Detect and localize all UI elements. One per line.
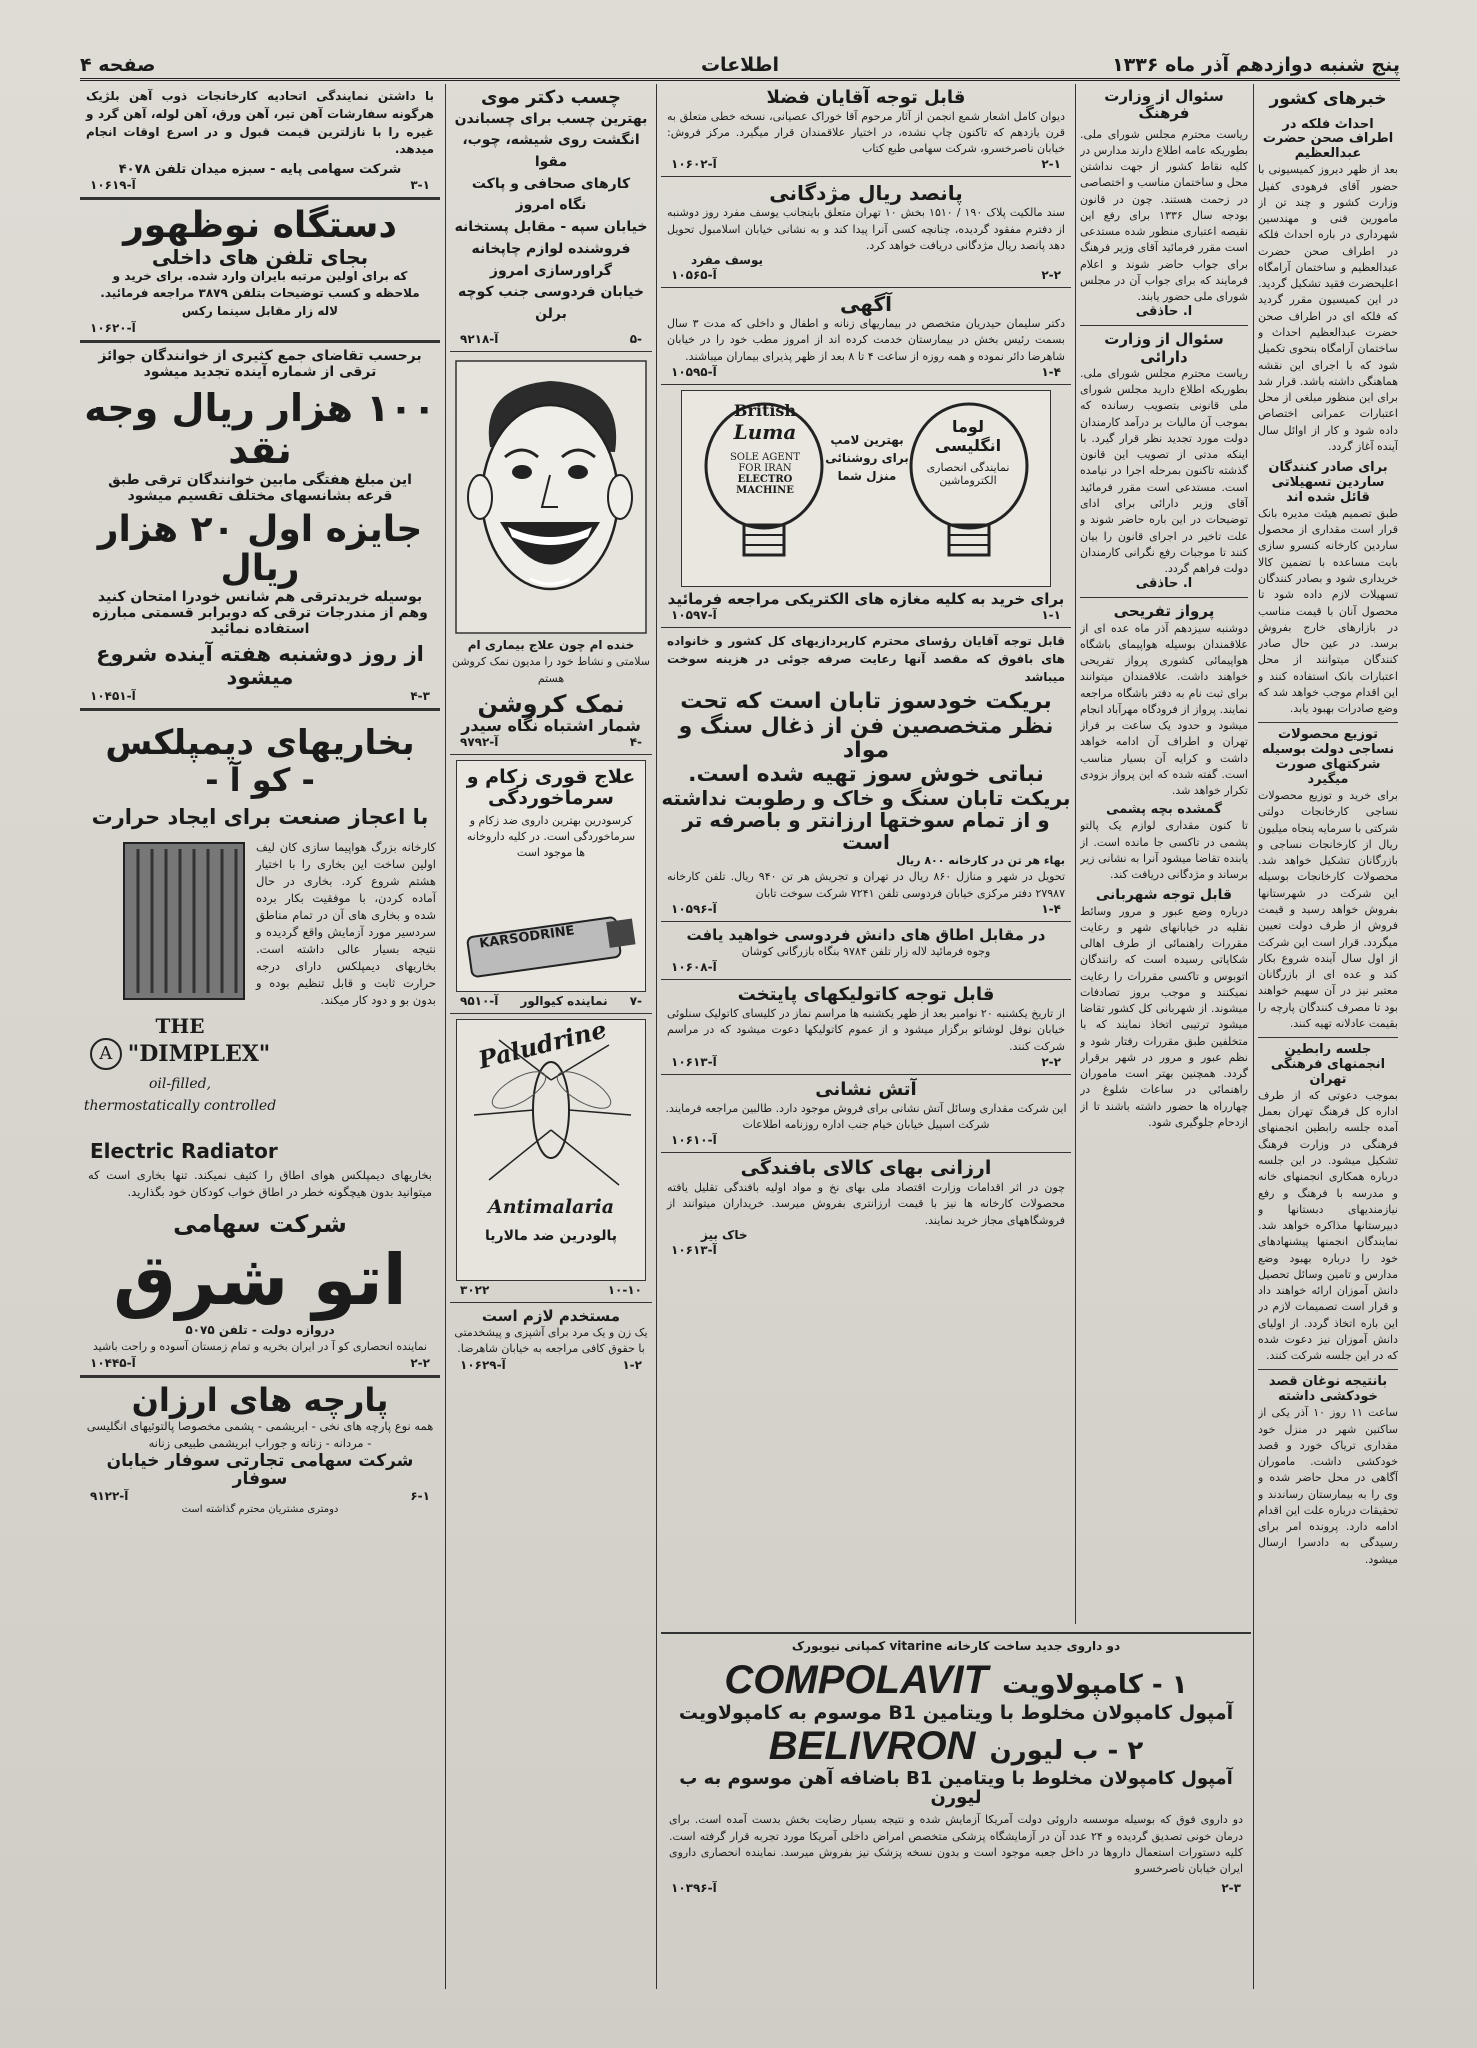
belivron-fa: ۲ - ب لیورن	[989, 1735, 1144, 1766]
briquette-body: تحویل در شهر و منازل ۸۶۰ ریال در تهران و تجریش هر تن ۹۴۰ ریال. تلفن کارخانه ۲۷۹۸۷ دفتر مرکزی خیابان فردوسی تلفن ۷۲۴۱ شرکت سوخت تابان	[667, 870, 1066, 900]
karsodrine-title: علاج قوری زکام و سرماخوردگی	[466, 765, 636, 809]
lottery-body: بوسیله خریدترقی هم شانس خودرا امتحان کنید وهم از مندرجات ترقی که دوبرابر قسمتی مبارزه استفاده نمائید	[92, 588, 428, 638]
illustrated-ads-column	[450, 84, 652, 1984]
lottery-ref: آ-۱۰۴۵۱	[90, 689, 136, 704]
briquette-ref2: ۱-۴	[1041, 901, 1061, 916]
notice-signature: یوسف مفرد	[691, 253, 763, 268]
kruschen-ref: آ-۹۷۹۲	[460, 734, 499, 749]
lottery-mid: این مبلغ هفتگی مابین خوانندگان ترقی طبق قرعه بشانسهای مختلف تقسیم میشود	[108, 471, 412, 504]
catholic-ref2: ۲-۲	[1041, 1054, 1061, 1069]
glue-line: انگشت روی شیشه، چوب، مقوا	[462, 132, 640, 171]
luma-company: ELECTRO MACHINE	[736, 473, 794, 496]
glue-line: کارهای صحافی و پاکت	[471, 175, 631, 192]
dimplex-en-name: "DIMPLEX"	[127, 1041, 271, 1068]
belivron-line	[661, 1724, 1251, 1769]
notice-ref2: ۲-۲	[1041, 268, 1061, 283]
news-body: طبق تصمیم هیئت مدیره بانک قرار است مقداری از محصول ساردین کارخانه کنسرو سازی بابت مساعده با تضمین کالا خریداری شود و بصادر کنندگان تسهیلات لازم داده شود تا محصول آنان با قیمت مناسب در بازارهای خارج بفروش برسد. در عین حال صادر کنندگان میتوانند از محل اعتبارات بانک استفاده کنند و این اقدام موجب خواهد شد که وضع صادرات بهبود یابد.	[1258, 506, 1398, 716]
dimplex-sub: با اعجاز صنعت برای ایجاد حرارت	[91, 804, 429, 829]
news-headline: بانتیجه نوغان قصد خودکشی داشته	[1268, 1374, 1388, 1405]
glue-line: خیابان فردوسی جنب کوچه برلن	[458, 284, 644, 322]
notice-title: پانصد ریال مژدگانی	[769, 181, 963, 206]
dimplex-brand: اتو شرق	[113, 1238, 407, 1321]
belivron-en: BELIVRON	[768, 1723, 976, 1768]
newspaper-name: اطلاعات	[700, 54, 780, 76]
luma-ref: آ-۱۰۵۹۷	[671, 608, 717, 623]
fabric-note: دومتری مشتریان محترم گذاشته است	[181, 1504, 339, 1516]
karsodrine-ad	[456, 760, 646, 992]
paludrine-sub: Antimalaria	[487, 1195, 615, 1218]
briquette-headline-3: نباتی خوش سوز تهیه شده است.	[688, 761, 1044, 787]
face-body: سلامتی و نشاط خود را مدیون نمک کروشن هستم	[451, 655, 651, 685]
luma-fa-sub: نمایندگی انحصاری الکتروماشین	[926, 460, 1010, 487]
question-signature: ا. حاذقی	[1135, 304, 1193, 320]
notices-column	[661, 84, 1071, 1629]
briquette-price: بهاء هر تن در کارخانه ۸۰۰ ریال	[896, 854, 1065, 868]
kruschen-ref2: ۴-	[629, 734, 642, 749]
dimplex-body: کارخانه بزرگ هواپیما سازی کان لیف اولین ساخت این بخاری را با اختیار هشتم شروع کرد. بخاری در حال آماده کردن، با موفقیت بکار برده شده و بخاری های آن در تمام مناطق سردسیر مورد آزمایش واقع گردیده و نتیجه بسیار عالی داشته است. بخاریهای دیمپلکس دارای درجه حرارت ثابت و قابل تنظیم بوده و بدون بو و دود کار میکند.	[256, 840, 436, 1008]
karsodrine-agent: نماینده کیوالور	[520, 993, 608, 1008]
news-headline: برای صادر کنندگان ساردین تسهیلاتی قائل شده اند	[1268, 460, 1388, 506]
page-header	[80, 48, 1400, 81]
help-body: یک زن و یک مرد برای آشپزی و پیشخدمتی با حقوق کافی مراجعه به خیابان شاهرضا.	[454, 1326, 648, 1356]
paludrine-ref: ۳۰۲۲	[460, 1282, 490, 1297]
question-body: ریاست محترم مجلس شورای ملی. بطوریکه اطلاع دارید مجلس شورای ملی قانونی بتصویب رسانده که بموجب آن مالیات بر درآمد کارمندان دولت مورد تجدید نظر قرار گیرد. با اینکه مدتی از تصویب این قانون گذشته تاکنون بمرحله اجرا در نیامده است. مستدعی است مقرر فرمائید آقای وزیر دارائی برای ادای توضیحات در این باره حاضر شوند و علت تاخیر در اجرای قانون را بیان کنند تا موجبات رفع نگرانی کارمندان دولت فراهم گردد.	[1080, 366, 1248, 576]
fabric-company: شرکت سهامی تجارتی سوفار خیابان سوفار	[106, 1450, 414, 1490]
paludrine-brand: Paludrine	[475, 1014, 610, 1075]
compolavit-fa: ۱ - کامپولاویت	[1002, 1669, 1188, 1700]
ad-ref: آ-۱۰۵۹۵	[671, 364, 717, 379]
help-ref: آ-۱۰۶۲۹	[460, 1357, 506, 1372]
glue-ref: آ-۹۲۱۸	[460, 331, 499, 346]
paludrine-ad	[456, 1014, 646, 1281]
news-body: بموجب دعوتی که از طرف اداره کل فرهنگ تهران بعمل آمده جلسه رابطین انجمنهای فرهنگی در وزارت فرهنگ تشکیل میشود. در این جلسه درباره همکاری انجمنهای خانه و مدرسه با فرهنگ و رفع نیازمندیهای دبستانها و دبیرستانها مذاکره خواهد شد. نمایندگان انجمنها پیشنهادهای خود را درباره بهبود وضع مدارس و تامین وسائل تحصیل دانش آموزان ارائه خواهند داد و قرار است تصمیمات لازم در این باره اتخاذ گردد. از اولیای دانش آموزان نیز دعوت شده که در این جلسه شرکت کنند.	[1258, 1088, 1398, 1363]
compolavit-line1	[661, 1658, 1251, 1703]
intercom-title: دستگاه نوظهور	[123, 204, 397, 246]
fire-ref: آ-۱۰۶۱۰	[671, 1133, 717, 1148]
notice-body: دیوان کامل اشعار شمع انجمن از آثار مرحوم آقا خوراک عصیانی، نسخه خطی متعلق به قرن یازدهم که تاکنون چاپ نشده، در اختیار علاقمندان قرار میگیرد. مرکز فروش: خیابان ناصرخسرو، شرکت سهامی طبع کتاب	[667, 109, 1065, 156]
luma-ref2: ۱-۱	[1041, 608, 1061, 623]
compolavit-ref2: ۲-۳	[1221, 1881, 1241, 1896]
intercom-ref: آ-۱۰۶۲۰	[90, 320, 136, 335]
textile-title: ارزانی بهای کالای بافندگی	[740, 1157, 992, 1180]
paludrine-ref2: ۱۰-۱۰	[607, 1282, 642, 1297]
karsodrine-brand: KARSODRINE	[478, 923, 576, 952]
question-title: سئوال از وزارت فرهنگ	[1104, 87, 1224, 123]
news-body: بعد از ظهر دیروز کمیسیونی با حضور آقای فرهودی کفیل وزارت کشور و چند تن از مامورین فنی و مهندسین شهرداری در باره احداث فلکه در اطراف صحن حضرت عبدالعظیم و ساختمان آرامگاه اعلیحضرت فقید تشکیل گردید. در این کمیسیون مقرر گردید که فلکه ای در اطراف صحن حضرت عبدالعظیم احداث و ساختمان آرامگاه بنحوی تکمیل شود که با اجرای این نقشه هماهنگی داشته باشد. قرار شد برای این منظور مبلغی از محل اعتبارات عمرانی اختصاص داده شود و کار از اوائل سال آینده آغاز گردد.	[1258, 163, 1398, 453]
dimplex-ref2: ۲-۲	[410, 1355, 430, 1370]
compolavit-ad	[661, 1632, 1251, 1989]
iron-ad-body: با داشتن نمایندگی اتحادیه کارخانجات ذوب آهن بلژیک هرگونه سفارشات آهن تیر، آهن ورق، آهن لوله، آهن گرد و غیره را با نازلترین قیمت قبول و در اسرع اوقات انجام میدهد.	[86, 89, 434, 157]
face-caption: خنده ام چون علاج بیماری ام	[467, 637, 635, 652]
glue-line: بهترین چسب برای چسباندن	[454, 110, 648, 127]
luma-brand: Luma	[733, 419, 797, 444]
exchange-body: وجوه فرمائید لاله زار تلفن ۹۷۸۴ بنگاه بازرگانی کوشان	[741, 945, 991, 959]
dimplex-en-oil: oil-filled,	[148, 1076, 212, 1093]
fabric-ref2: ۶-۱	[410, 1489, 430, 1504]
radiator-illustration	[120, 839, 250, 1004]
briquette-headline-2: نظر متخصصین فن از ذغال سنگ و مواد	[678, 713, 1054, 763]
briquette-note: قابل توجه آقایان رؤسای محترم کارپردازیهای کل کشور و خانواده های بافوق که مقصد آنها رعایت صرفه جوئی در هزینه سوخت میباشد	[667, 634, 1065, 684]
question-title: سئوال از وزارت دارائی	[1104, 330, 1224, 366]
glue-title: چسب دکتر موی	[480, 87, 622, 108]
news-column	[1258, 84, 1398, 1984]
iron-ad-ref: آ-۱۰۶۱۹	[90, 177, 136, 192]
lost-title: گمشده بچه پشمی	[1106, 802, 1222, 818]
compolavit-top: دو داروی جدید ساخت کارخانه vitarine کمپانی نیویورک	[791, 1639, 1121, 1653]
briquette-headline-1: بریکت خودسوز تابان است که تحت	[680, 689, 1052, 715]
lottery-ref2: ۴-۳	[410, 689, 430, 704]
news-headline: احداث فلکه در اطراف صحن حضرت عبدالعظیم	[1262, 116, 1394, 162]
large-ads-column	[80, 84, 440, 1989]
intercom-body: که برای اولین مرتبه بایران وارد شده. برای خرید و ملاحظه و کسب توضیحات بتلفن ۳۸۷۹ مراجعه فرمائید. لاله زار مقابل سینما رکس	[100, 268, 420, 319]
textile-ref: آ-۱۰۶۱۳	[671, 1242, 717, 1257]
glue-line: فروشنده لوازم چاپخانه	[471, 240, 631, 257]
dimplex-bottom: بخاریهای دیمپلکس هوای اطاق را کثیف نمیکند. تنها بخاری است که میتوانید بدون هیچگونه خطر در اطاق خواب کودکان خود بگذارید.	[88, 1168, 432, 1200]
column-rule	[445, 84, 446, 1989]
dimplex-agent: نماینده انحصاری کو آ در ایران بخریه و تمام زمستان آسوده و راحت باشید	[92, 1340, 428, 1354]
textile-signature: خاک بیز	[701, 1227, 748, 1242]
fire-body: این شرکت مقداری وسائل آتش نشانی برای فروش موجود دارد. طالبین مراجعه فرمایند. شرکت اسپیل خیابان خیام جنب اداره روزنامه اطلاعات	[665, 1101, 1067, 1131]
briquette-headline-4: بریکت تابان سنگ و خاک و رطوبت نداشته	[661, 786, 1071, 811]
questions-column	[1080, 84, 1248, 1619]
notice-title: قابل توجه آقایان فضلا	[766, 87, 966, 108]
compolavit-body: دو داروی فوق که بوسیله موسسه داروئی دولت آمریکا آزمایش شده و نتیجه بسیار رضایت بخش بدست آمده است. برای درمان خونی تصدیق گردیده و ۲۴ عدد آن در آزمایشگاه پزشکی متخصص امراض داخلی آمریکا مورد تجربه قرار گرفته است. کلیه دستورات استعمال داروها در داخل جعبه موجود است و بدون نسخه پزشک نیز بفروش میرسد. نماینده انحصاری داروی ایران خیابان ناصرخسرو	[669, 1813, 1244, 1876]
glue-line: گراورسازی امروز	[489, 262, 613, 279]
fabric-title: پارچه های ارزان	[131, 1380, 389, 1419]
laughing-face-illustration	[450, 357, 652, 637]
luma-fa-title: لوما انگلیسی	[934, 416, 1002, 455]
page-number: صفحه ۴	[80, 54, 156, 76]
fabric-ref: آ-۹۱۲۲	[90, 1489, 129, 1504]
dimplex-company: شرکت سهامی	[173, 1210, 347, 1239]
ad-body: دکتر سلیمان حیدریان متخصص در بیماریهای زنانه و اطفال و داخلی که مدت ۳ سال بسمت رئیس بخش در بیمارستان خدمت کرده اند از امروز مطب خود را در خیابان شاهرضا دائر نموده و همه روزه از ساعت ۴ تا ۸ بعد از ظهر پذیرای بیماران میباشند.	[667, 317, 1065, 363]
catholic-ref: آ-۱۰۶۱۳	[671, 1054, 717, 1069]
lottery-prize: جایزه اول ۲۰ هزار ریال	[97, 508, 423, 590]
dimplex-product-block	[80, 839, 440, 1139]
luma-agent: SOLE AGENT FOR IRAN	[729, 451, 801, 474]
lost-body: تا کنون مقداری لوازم یک پالتو پشمی در تاکسی جا مانده است. از یابنده تقاضا میشود آنرا به نشانی زیر برساند و مژدگانی دریافت کند.	[1080, 819, 1248, 882]
issue-date: پنج شنبه دوازدهم آذر ماه ۱۳۳۶	[1112, 54, 1400, 76]
glue-ref2: ۵-	[629, 331, 642, 346]
dimplex-title: بخاریهای دیمپلکس	[105, 723, 415, 764]
help-ref2: ۱-۲	[622, 1357, 642, 1372]
news-section-title: خبرهای کشور	[1269, 89, 1387, 109]
luma-english-block	[720, 401, 810, 496]
police-title: قابل توجه شهربانی	[1095, 887, 1233, 904]
kruschen-title: نمک کروشن	[477, 689, 625, 718]
textile-body: چون در اثر اقدامات وزارت اقتصاد ملی بهای نخ و مواد اولیه بافندگی تقلیل یافته محصولات کارخانه ها نیز با قیمت ارزانتری بفروش میرسد. خریداران میتوانند از فروشگاههای مجاز خرید نمایند.	[667, 1180, 1065, 1227]
luma-persian-block	[925, 417, 1011, 487]
dimplex-en-thermo: thermostatically controlled	[83, 1098, 277, 1115]
glue-lines	[450, 109, 652, 326]
column-rule	[656, 84, 657, 1989]
luma-ad	[681, 390, 1051, 587]
paludrine-fa: پالودرین ضد مالاریا	[485, 1227, 617, 1244]
notice-ref: آ-۱۰۵۶۵	[671, 268, 717, 283]
column-rule	[1075, 84, 1076, 1624]
lottery-start: از روز دوشنبه هفته آینده شروع میشود	[96, 642, 424, 690]
news-headline: توزیع محصولات نساجی دولت بوسیله شرکتهای صورت میگیرد	[1261, 727, 1395, 788]
news-body: برای خرید و توزیع محصولات نساجی کارخانجات دولتی شرکتی با سرمایه پنجاه میلیون ریال از کارخانجات نساجی و بازرگانان تشکیل خواهد شد. محصولات کارخانجات بوسیله این شرکت در شهرستانها بفروش خواهد رسید و قیمت فروش از طرف دولت تعیین میگردد. قرار است این شرکت از اول سال آینده شروع بکار کند و عده ای از بازرگانان معتبر نیز در آن سهیم خواهند بود تا مصرف کنندگان پارچه را بقیمت عادلانه تهیه کنند.	[1258, 789, 1398, 1030]
notice-body: سند مالکیت پلاک ۱۹۰ / ۱۵۱۰ بخش ۱۰ تهران متعلق باینجانب یوسف مفرد روز دوشنبه از دفترم مفقود گردیده، چنانچه کسی آنرا پیدا کند و به نشانی خیابان اسلامبول تحویل دهد پانصد ریال مژدگانی دریافت خواهد کرد.	[667, 206, 1066, 253]
luma-slogan: بهترین لامپ برای روشنائی منزل شما	[825, 432, 909, 483]
karsodrine-ref2: ۷-	[629, 993, 642, 1008]
flight-body: دوشنبه سیزدهم آذر ماه عده ای از علاقمندان بوسیله هواپیمای باشگاه هواپیمائی کشوری پرواز تفریحی خواهند داشت. علاقمندان میتوانند برای ثبت نام به دفتر باشگاه مراجعه نمایند. پرواز از فرودگاه مهرآباد انجام میشود و حدود یک ساعت بر فراز تهران و اطراف آن ادامه خواهد داشت و کرایه آن بسیار مناسب است. گفته شده که این پرواز بزودی تکرار خواهد شد.	[1080, 621, 1248, 798]
iron-ad-company: شرکت سهامی پایه - سبزه میدان تلفن ۴۰۷۸	[118, 162, 402, 177]
notice-ref: آ-۱۰۶۰۲	[671, 157, 717, 172]
notice-ref2: ۲-۱	[1041, 157, 1061, 172]
dimplex-ref: آ-۱۰۴۴۵	[90, 1355, 136, 1370]
news-body: ساعت ۱۱ روز ۱۰ آذر یکی از ساکنین شهر در منزل خود مقداری تریاک خورد و قصد خودکشی داشت. ماموران آگاهی در محل حاضر شده و وی را به بیمارستان رساندند و تحقیقات درباره علت این اقدام ادامه دارد. پرونده امر برای رسیدگی به دادسرا ارسال میشود.	[1258, 1406, 1398, 1566]
intercom-sub: بجای تلفن های داخلی	[151, 244, 369, 269]
kruschen-sub: شمار اشتباه نگاه سیدر	[461, 716, 641, 736]
briquette-ref: آ-۱۰۵۹۶	[671, 901, 717, 916]
fire-title: آتش نشانی	[815, 1078, 917, 1100]
police-body: درباره وضع عبور و مرور وسائط نقلیه در خیابانهای شهر و رعایت مقررات راهنمائی از طرف اهالی شکایاتی رسیده است که رانندگان اتوبوس و تاکسی مقررات را رعایت نمیکنند و موجب بروز تصادفات میشوند. از شهربانی کل کشور تقاضا میشود ترتیبی اتخاذ نمایند که با متخلفین طبق مقررات رفتار شود و نظم عبور و مرور در شهر برقرار گردد. همچنین بهتر است ماموران راهنمائی در ساعات شلوغ در چهارراه ها حضور داشته باشند تا از ازدحام جلوگیری شود.	[1080, 904, 1248, 1129]
column-rule	[1253, 84, 1254, 1989]
exchange-title: در مقابل اطاق های دانش فردوسی خواهید یافت	[686, 925, 1046, 944]
help-title: مستخدم لازم است	[481, 1306, 621, 1325]
dimplex-title2: - کو آ -	[205, 760, 315, 799]
ad-ref2: ۱-۴	[1041, 364, 1061, 379]
compolavit-en: COMPOLAVIT	[724, 1657, 989, 1702]
question-signature: ا. حاذقی	[1135, 576, 1193, 592]
karsodrine-body: کرسودرین بهترین داروی ضد زکام و سرماخوردگی است. در کلیه داروخانه ها موجود است	[466, 813, 636, 860]
dimplex-en-radiator: Electric Radiator	[90, 1139, 278, 1164]
dimplex-logo-icon: A	[90, 1038, 122, 1070]
dimplex-address: دروازه دولت - تلفن ۵۰۷۵	[185, 1322, 335, 1337]
dimplex-en-the: THE	[155, 1014, 205, 1039]
news-headline: جلسه رابطین انجمنهای فرهنگی تهران	[1270, 1042, 1386, 1088]
compolavit-desc: آمپول کامپولان مخلوط با ویتامین B1 موسوم به کامپولاویت	[678, 1701, 1234, 1724]
compolavit-ref: آ-۱۰۳۹۶	[671, 1881, 717, 1896]
lottery-big: ۱۰۰ هزار ریال وجه نقد	[84, 385, 436, 472]
catholic-title: قابل توجه کاتولیکهای پایتخت	[737, 984, 995, 1006]
catholic-body: از تاریخ یکشنبه ۲۰ نوامبر بعد از ظهر یکشنبه ها مراسم نماز در کلیسای کاتولیک سنلوئی خیابان نوفل لوشاتو برگزار میشود و از عموم کاتولیکها دعوت میشود که در مراسم شرکت کنند.	[667, 1007, 1065, 1053]
luma-british: British	[733, 400, 797, 420]
fabric-body: همه نوع پارچه های نخی - ابریشمی - پشمی مخصوصا پالتوئیهای انگلیسی - مردانه - زنانه و جوراب ابریشمی طبیعی زنانه	[86, 1418, 434, 1450]
question-body: ریاست محترم مجلس شورای ملی. بطوریکه عامه اطلاع دارند مدارس در کلیه نقاط کشور از جهت نداشتن محل و ساختمان مناسب و اختصاصی در زحمت هستند. چون در قانون بودجه سال ۱۳۳۶ برای رفع این نقیصه اعتباری منظور شده مستدعی است مقرر فرمائید آقای وزیر فرهنگ برای جواب حاضر شوند و اعلام فرمایند که برای جواب آن در مجلس شورای ملی حضور یابند.	[1080, 127, 1248, 304]
flight-title: پرواز تفریحی	[1113, 602, 1215, 621]
ad-title: آگهی	[840, 292, 892, 317]
dimplex-english-block	[80, 1014, 280, 1114]
briquette-headline-5: و از تمام سوختها ارزانتر و باصرفه تر است	[682, 808, 1050, 855]
karsodrine-ref: آ-۹۵۱۰	[460, 993, 499, 1008]
iron-ad-ref2: ۳-۱	[410, 177, 430, 192]
belivron-desc: آمپول کامپولان مخلوط با ویتامین B1 باضافه آهن موسوم به ب لیورن	[679, 1767, 1233, 1809]
luma-footer: برای خرید به کلیه مغازه های الکتریکی مراجعه فرمائید	[667, 589, 1065, 608]
lottery-head: برحسب تقاضای جمع کثیری از خوانندگان جوائز ترقی از شماره آینده تجدید میشود	[98, 347, 422, 380]
glue-line: نگاه امروز	[515, 197, 587, 214]
exchange-ref: آ-۱۰۶۰۸	[671, 960, 717, 975]
glue-line: خیابان سپه - مقابل پستخانه	[454, 219, 648, 236]
